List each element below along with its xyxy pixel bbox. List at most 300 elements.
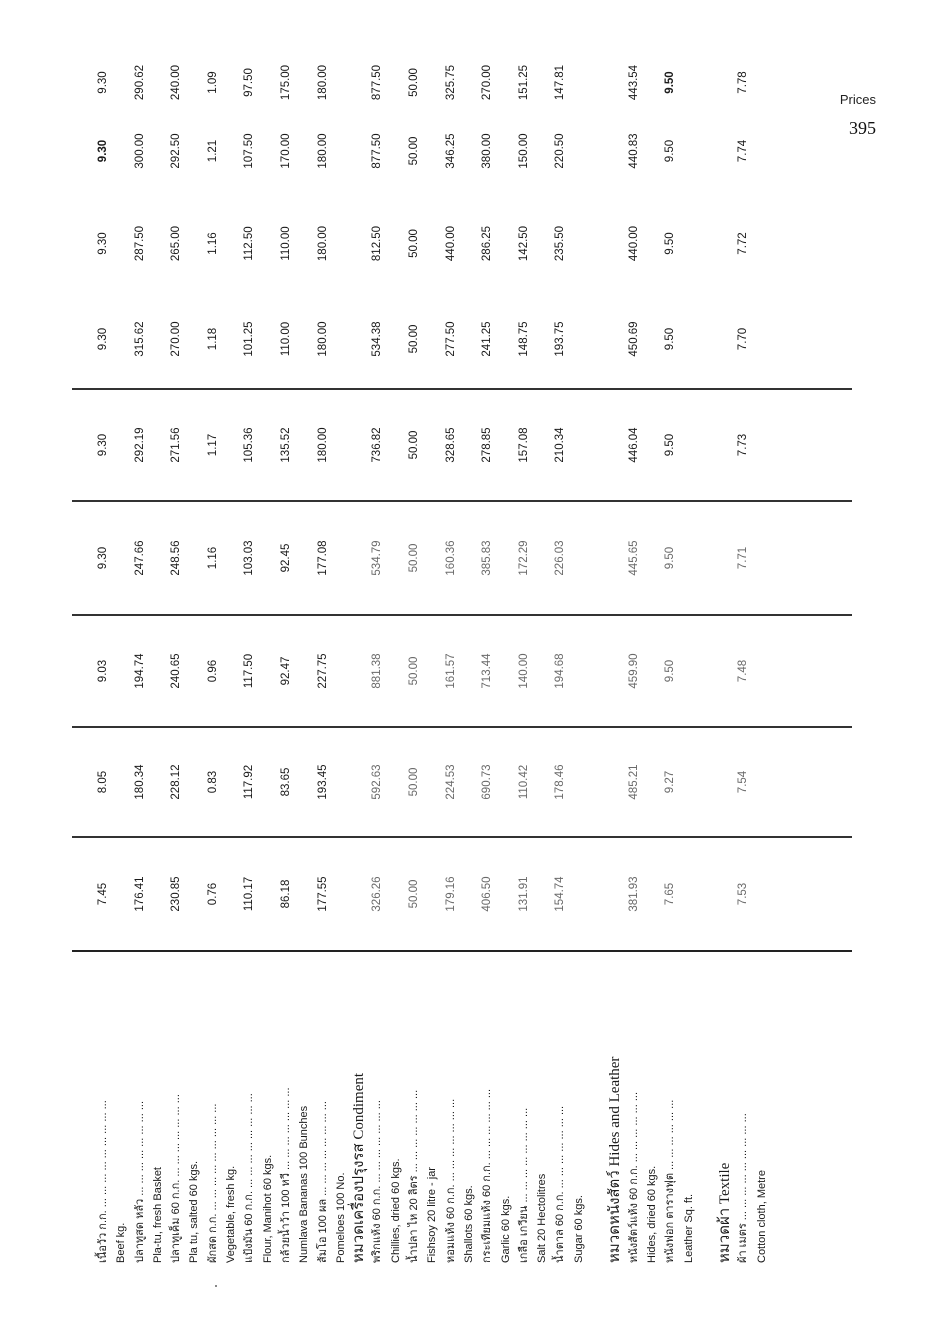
- price-cell: [259, 616, 277, 726]
- row-label: หนังสัตว์แห้ง 60 ก.ก. ... ... ... ... ... ...: [627, 1091, 640, 1263]
- price-cell: 7.54: [737, 770, 750, 794]
- price-cell: 592.63: [371, 764, 384, 800]
- price-cell: [350, 105, 368, 197]
- price-cell: 9.50: [664, 659, 677, 683]
- price-cell: [533, 728, 551, 836]
- price-cell: [112, 728, 130, 836]
- price-cell: 1.17: [206, 433, 219, 457]
- price-cell: 117.92: [243, 764, 256, 800]
- row-label: หมวดผ้า Textile: [717, 1162, 734, 1263]
- price-cell: [332, 728, 350, 836]
- price-cell: 534.38: [371, 321, 384, 357]
- price-cell: [259, 60, 277, 105]
- price-cell: [149, 197, 167, 290]
- price-cell: [185, 60, 203, 105]
- row-label: ส้มโอ 100 ผล ... ... ... ... ... ... ... ...: [316, 1101, 329, 1263]
- price-cell: 110.00: [279, 226, 292, 261]
- price-cell: [588, 290, 606, 388]
- price-cell: 50.00: [408, 543, 421, 573]
- price-cell: [716, 105, 734, 197]
- price-cell: [295, 616, 313, 726]
- price-cell: 8.05: [97, 770, 109, 794]
- price-cell: [460, 616, 478, 726]
- price-cell: [643, 728, 661, 836]
- price-cell: [423, 502, 441, 614]
- price-cell: 50.00: [408, 136, 421, 166]
- price-cell: [149, 728, 167, 836]
- price-cell: 690.73: [481, 764, 494, 800]
- price-cell: 440.00: [444, 225, 457, 262]
- row-label: ปลาทูสด หลัว ... ... ... ... ... ... ... ...: [133, 1100, 146, 1263]
- price-cell: [350, 60, 368, 105]
- price-column: [72, 197, 852, 290]
- price-cell: 86.18: [279, 879, 292, 909]
- price-cell: 9.30: [97, 71, 109, 94]
- price-cell: 346.25: [444, 133, 457, 169]
- price-cell: [259, 290, 277, 388]
- price-cell: [753, 390, 771, 500]
- row-label: ผ้า เมตร ... ... ... ... ... ... ... ... ...: [737, 1113, 750, 1263]
- price-cell: [222, 838, 240, 950]
- price-cell: [460, 728, 478, 836]
- price-cell: [149, 105, 167, 197]
- price-cell: [185, 105, 203, 197]
- row-label: หมวดเครื่องปรุงรส Condiment: [351, 1072, 368, 1263]
- price-cell: 240.00: [170, 64, 183, 101]
- price-cell: 877.50: [371, 64, 384, 101]
- price-cell: [643, 616, 661, 726]
- price-cell: 103.03: [243, 540, 256, 576]
- price-cell: [295, 390, 313, 500]
- price-cell: [606, 197, 624, 290]
- price-cell: [112, 60, 130, 105]
- price-cell: 180.34: [133, 764, 146, 800]
- row-label: Beef kg.: [115, 1222, 128, 1263]
- price-cell: [387, 197, 405, 290]
- price-cell: [497, 616, 515, 726]
- price-cell: [387, 502, 405, 614]
- price-cell: [350, 290, 368, 388]
- price-cell: [423, 838, 441, 950]
- price-cell: [387, 60, 405, 105]
- price-cell: 270.00: [170, 321, 183, 357]
- price-cell: 230.85: [170, 876, 183, 912]
- price-cell: [588, 105, 606, 197]
- price-cell: [149, 616, 167, 726]
- price-cell: [588, 728, 606, 836]
- price-cell: [497, 60, 515, 105]
- price-cell: [332, 290, 350, 388]
- price-cell: [332, 105, 350, 197]
- price-cell: [753, 502, 771, 614]
- price-cell: [350, 616, 368, 726]
- price-cell: 812.50: [371, 225, 384, 262]
- price-cell: 210.34: [554, 427, 567, 463]
- price-cell: [533, 616, 551, 726]
- price-cell: 443.54: [627, 64, 640, 101]
- price-cell: 881.38: [371, 653, 384, 689]
- price-cell: 1.16: [206, 232, 219, 255]
- price-cell: [606, 838, 624, 950]
- page-number: 395: [849, 118, 876, 138]
- price-cell: 147.81: [554, 64, 567, 101]
- price-cell: [497, 290, 515, 388]
- price-cell: [680, 60, 698, 105]
- price-cell: [753, 197, 771, 290]
- price-cell: 83.65: [279, 767, 292, 797]
- row-label: กล้วยน้ำว้า 100 หวี ... ... ... ... ... ... ...: [279, 1087, 292, 1263]
- price-cell: 50.00: [408, 229, 421, 258]
- price-cell: [112, 838, 130, 950]
- price-cell: 385.83: [481, 540, 494, 576]
- price-cell: [295, 728, 313, 836]
- price-cell: 326.26: [371, 876, 384, 912]
- price-column: [72, 60, 852, 105]
- price-cell: [606, 390, 624, 500]
- price-cell: 328.65: [444, 427, 457, 463]
- row-label: หนังฟอก ตารางฟุต ... ... ... ... ... ...: [664, 1099, 677, 1263]
- price-cell: [460, 502, 478, 614]
- price-cell: [423, 60, 441, 105]
- price-cell: [185, 290, 203, 388]
- price-cell: [716, 616, 734, 726]
- row-label: Pla tu, salted 60 kgs.: [188, 1160, 201, 1263]
- price-cell: [460, 390, 478, 500]
- price-cell: [588, 390, 606, 500]
- row-label: Flour, Manihot 60 kgs.: [261, 1154, 274, 1263]
- price-cell: [753, 838, 771, 950]
- price-cell: 150.00: [517, 133, 530, 169]
- price-cell: [185, 838, 203, 950]
- price-cell: [460, 197, 478, 290]
- price-cell: [497, 390, 515, 500]
- price-cell: 9.50: [664, 232, 677, 255]
- price-table: [72, 60, 852, 1265]
- price-cell: [460, 105, 478, 197]
- price-cell: [643, 290, 661, 388]
- price-cell: [716, 838, 734, 950]
- price-cell: [460, 838, 478, 950]
- price-cell: [332, 60, 350, 105]
- price-column: [72, 500, 852, 614]
- price-cell: [753, 105, 771, 197]
- price-cell: [716, 502, 734, 614]
- price-cell: 0.83: [206, 770, 219, 794]
- price-cell: 180.00: [316, 321, 329, 357]
- price-cell: 736.82: [371, 427, 384, 463]
- price-cell: [570, 728, 588, 836]
- price-cell: [680, 290, 698, 388]
- price-cell: [149, 838, 167, 950]
- price-cell: [295, 502, 313, 614]
- price-cell: [222, 502, 240, 614]
- price-cell: [570, 60, 588, 105]
- price-cell: 50.00: [408, 68, 421, 97]
- price-cell: 1.09: [206, 71, 219, 94]
- price-cell: [533, 290, 551, 388]
- price-cell: 440.00: [627, 225, 640, 262]
- price-column: [72, 388, 852, 500]
- price-cell: [680, 502, 698, 614]
- price-cell: [295, 105, 313, 197]
- price-cell: 50.00: [408, 324, 421, 354]
- price-cell: 459.90: [627, 653, 640, 689]
- price-cell: [588, 197, 606, 290]
- price-cell: [570, 105, 588, 197]
- row-label: Fishsoy 20 litre - jar: [426, 1167, 439, 1263]
- price-cell: [497, 197, 515, 290]
- price-cell: [643, 60, 661, 105]
- price-cell: [570, 390, 588, 500]
- price-cell: 7.53: [737, 882, 750, 906]
- price-cell: 226.03: [554, 540, 567, 576]
- price-cell: [698, 502, 716, 614]
- price-cell: 534.79: [371, 540, 384, 576]
- price-cell: [350, 502, 368, 614]
- price-cell: 97.50: [243, 68, 256, 97]
- price-cell: 325.75: [444, 64, 457, 101]
- price-cell: [533, 390, 551, 500]
- price-cell: [332, 197, 350, 290]
- price-cell: 7.45: [97, 882, 109, 906]
- price-cell: [643, 502, 661, 614]
- page-header: Prices: [839, 92, 876, 107]
- price-cell: 110.17: [243, 876, 256, 912]
- price-cell: [570, 290, 588, 388]
- price-cell: [295, 290, 313, 388]
- price-cell: 176.41: [133, 876, 146, 912]
- price-cell: [606, 105, 624, 197]
- price-cell: 278.85: [481, 427, 494, 463]
- price-cell: [533, 502, 551, 614]
- price-cell: 154.74: [554, 876, 567, 912]
- price-cell: 713.44: [481, 653, 494, 689]
- price-cell: 440.83: [627, 133, 640, 169]
- price-cell: [698, 616, 716, 726]
- price-cell: 1.18: [206, 327, 219, 351]
- price-cell: 220.50: [554, 133, 567, 169]
- price-cell: [332, 390, 350, 500]
- price-cell: 1.21: [206, 139, 219, 163]
- price-cell: [112, 502, 130, 614]
- price-cell: [387, 728, 405, 836]
- price-cell: [570, 502, 588, 614]
- price-cell: [533, 60, 551, 105]
- price-cell: [423, 616, 441, 726]
- row-label: น้ำปลา ไห 20 ลิตร ... ... ... ... ... ... ...: [408, 1089, 421, 1263]
- price-cell: 180.00: [316, 427, 329, 463]
- price-cell: 300.00: [133, 133, 146, 169]
- price-cell: 161.57: [444, 653, 457, 689]
- price-cell: 292.19: [133, 427, 146, 463]
- price-cell: 381.93: [627, 876, 640, 912]
- row-label: ผักสด ก.ก. ... ... ... ... ... ... ... ... ...: [206, 1103, 219, 1263]
- price-cell: [259, 502, 277, 614]
- price-cell: [423, 728, 441, 836]
- price-cell: [259, 390, 277, 500]
- row-label: ปลาทูเค็ม 60 ก.ก. ... ... ... ... ... ... ...: [170, 1094, 183, 1263]
- price-cell: 50.00: [408, 430, 421, 460]
- price-cell: [222, 728, 240, 836]
- row-label: Pomeloes 100 No.: [334, 1172, 347, 1263]
- row-label: Pla-tu, fresh Basket: [151, 1167, 164, 1263]
- price-cell: [387, 390, 405, 500]
- price-cell: 277.50: [444, 321, 457, 357]
- price-cell: [680, 728, 698, 836]
- price-column: [72, 614, 852, 726]
- price-cell: 270.00: [481, 64, 494, 101]
- price-cell: 175.00: [279, 64, 292, 101]
- price-cell: 315.62: [133, 321, 146, 357]
- price-cell: 193.75: [554, 321, 567, 357]
- price-cell: [460, 60, 478, 105]
- price-cell: [387, 105, 405, 197]
- price-cell: [570, 838, 588, 950]
- price-cell: 194.68: [554, 653, 567, 689]
- price-cell: [185, 197, 203, 290]
- price-cell: 240.65: [170, 653, 183, 689]
- price-cell: 7.65: [664, 882, 677, 906]
- price-column: [72, 836, 852, 950]
- price-cell: [350, 838, 368, 950]
- price-cell: 241.25: [481, 321, 494, 357]
- price-cell: [149, 390, 167, 500]
- price-cell: 105.36: [243, 427, 256, 463]
- price-cell: [387, 838, 405, 950]
- price-cell: 247.66: [133, 540, 146, 576]
- price-cell: [680, 390, 698, 500]
- row-label: น้ำตาล 60 ก.ก. ... ... ... ... ... ... ...: [554, 1105, 567, 1263]
- price-cell: 265.00: [170, 225, 183, 262]
- price-column: [72, 290, 852, 388]
- price-cell: 271.56: [170, 427, 183, 463]
- price-cell: 445.65: [627, 540, 640, 576]
- price-cell: [149, 60, 167, 105]
- scan-speck: [215, 1285, 217, 1287]
- price-cell: 9.30: [97, 327, 109, 351]
- price-cell: [698, 290, 716, 388]
- price-cell: [112, 616, 130, 726]
- price-column: [72, 105, 852, 197]
- price-cell: [716, 390, 734, 500]
- price-cell: 7.74: [737, 139, 750, 163]
- price-cell: [698, 728, 716, 836]
- price-cell: [497, 838, 515, 950]
- price-cell: [680, 616, 698, 726]
- price-cell: [716, 60, 734, 105]
- price-cell: [606, 502, 624, 614]
- price-cell: [716, 728, 734, 836]
- price-cell: 107.50: [243, 133, 256, 169]
- price-cell: 248.56: [170, 540, 183, 576]
- price-cell: [149, 502, 167, 614]
- price-cell: 450.69: [627, 321, 640, 357]
- price-cell: [332, 616, 350, 726]
- price-cell: 0.76: [206, 882, 219, 906]
- price-cell: [533, 197, 551, 290]
- price-cell: [185, 728, 203, 836]
- price-cell: [570, 197, 588, 290]
- price-cell: [259, 197, 277, 290]
- price-cell: [680, 838, 698, 950]
- price-cell: [570, 616, 588, 726]
- row-label: Numlava Bananas 100 Bunches: [298, 1105, 311, 1263]
- price-cell: [643, 838, 661, 950]
- row-label: Cotton cloth, Metre: [755, 1170, 768, 1263]
- row-label: Shallots 60 kgs.: [462, 1185, 475, 1263]
- price-cell: 177.08: [316, 540, 329, 576]
- price-cell: 228.12: [170, 764, 183, 800]
- price-cell: 194.74: [133, 653, 146, 689]
- price-cell: [112, 197, 130, 290]
- price-cell: 172.29: [517, 540, 530, 576]
- price-cell: [753, 60, 771, 105]
- price-cell: [112, 290, 130, 388]
- price-cell: [350, 197, 368, 290]
- price-cell: [753, 290, 771, 388]
- price-cell: 7.73: [737, 433, 750, 457]
- row-label: เนื้อวัว ก.ก. ... ... ... ... ... ... ... ... ...: [97, 1100, 109, 1263]
- price-cell: 9.30: [97, 139, 109, 163]
- price-cell: 9.50: [664, 139, 677, 163]
- price-cell: 0.96: [206, 659, 219, 683]
- row-label: พริกแห้ง 60 ก.ก. ... ... ... ... ... ... ...: [371, 1100, 384, 1263]
- price-cell: [332, 838, 350, 950]
- price-cell: [497, 728, 515, 836]
- price-cell: 286.25: [481, 225, 494, 262]
- price-cell: [222, 105, 240, 197]
- price-cell: [295, 60, 313, 105]
- price-cell: [423, 197, 441, 290]
- price-cell: 7.78: [737, 71, 750, 94]
- row-label: Leather Sq. ft.: [682, 1193, 695, 1263]
- price-cell: [588, 616, 606, 726]
- price-cell: 9.30: [97, 433, 109, 457]
- price-cell: [332, 502, 350, 614]
- price-cell: [698, 390, 716, 500]
- price-cell: 1.16: [206, 546, 219, 570]
- price-cell: [588, 502, 606, 614]
- price-cell: [222, 616, 240, 726]
- price-cell: 170.00: [279, 133, 292, 169]
- price-cell: 380.00: [481, 133, 494, 169]
- price-cell: 7.72: [737, 232, 750, 255]
- price-cell: 131.91: [517, 876, 530, 912]
- price-cell: 7.48: [737, 659, 750, 683]
- price-cell: 9.50: [664, 327, 677, 351]
- price-cell: 180.00: [316, 64, 329, 101]
- price-cell: [753, 728, 771, 836]
- price-cell: 9.30: [97, 546, 109, 570]
- price-cell: 92.45: [279, 543, 292, 573]
- price-cell: 177.55: [316, 876, 329, 912]
- price-cell: 7.71: [737, 546, 750, 570]
- price-cell: 180.00: [316, 133, 329, 169]
- price-cell: 235.50: [554, 225, 567, 262]
- price-cell: [423, 105, 441, 197]
- price-cell: [185, 502, 203, 614]
- price-cell: [698, 60, 716, 105]
- price-cell: [588, 60, 606, 105]
- price-cell: 157.08: [517, 427, 530, 463]
- price-cell: [259, 838, 277, 950]
- price-cell: 50.00: [408, 767, 421, 797]
- price-cell: 110.00: [279, 321, 292, 357]
- price-column: [72, 726, 852, 836]
- price-cell: [497, 502, 515, 614]
- price-cell: 9.03: [97, 659, 109, 683]
- price-cell: [149, 290, 167, 388]
